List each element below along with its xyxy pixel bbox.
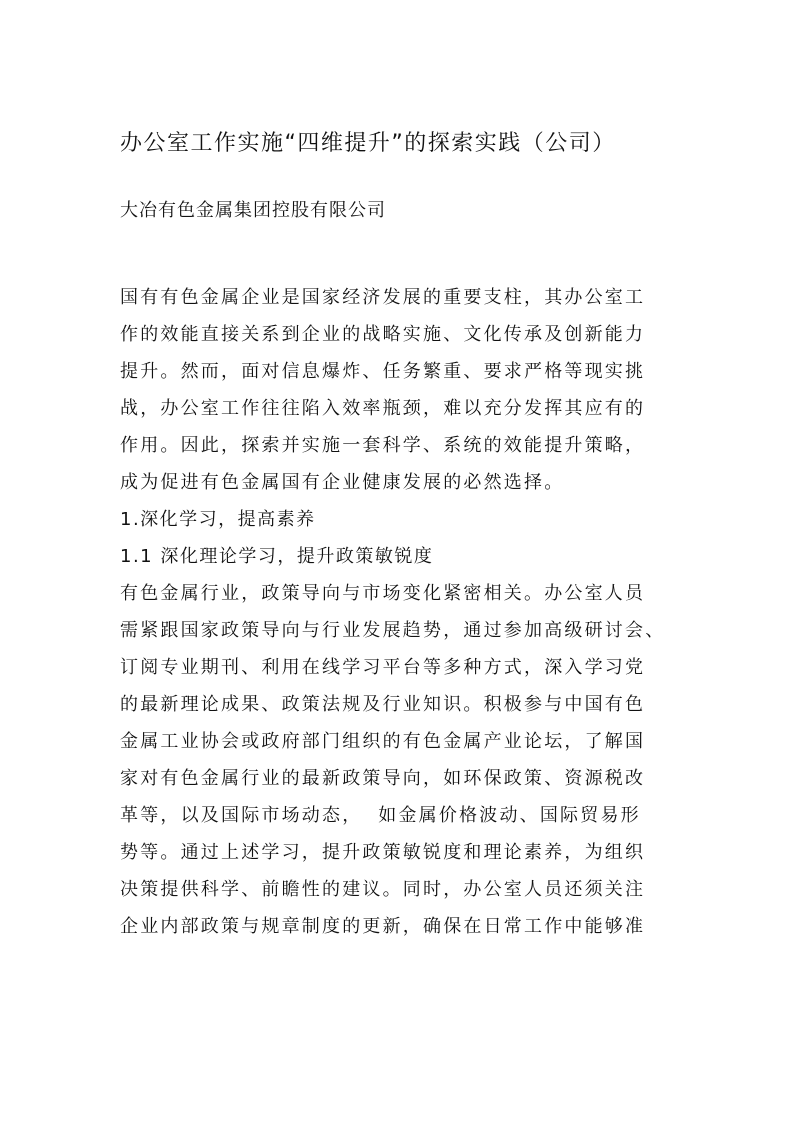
body-line: 家对有色金属行业的最新政策导向，如环保政策、资源税改 — [120, 768, 646, 789]
organization-name: 大冶有色金属集团控股有限公司 — [120, 200, 386, 221]
body-line: 革等，以及国际市场动态， 如金属价格波动、国际贸易形 — [120, 805, 641, 826]
intro-line: 国有有色金属企业是国家经济发展的重要支柱，其办公室工 — [120, 287, 646, 308]
intro-line: 战，办公室工作往往陷入效率瓶颈，难以充分发挥其应有的 — [120, 398, 646, 419]
body-line: 决策提供科学、前瞻性的建议。同时，办公室人员还须关注 — [120, 879, 646, 900]
body-line: 金属工业协会或政府部门组织的有色金属产业论坛，了解国 — [120, 731, 646, 752]
intro-line: 成为促进有色金属国有企业健康发展的必然选择。 — [120, 472, 565, 493]
intro-line: 提升。然而，面对信息爆炸、任务繁重、要求严格等现实挑 — [120, 361, 646, 382]
intro-line: 作用。因此，探索并实施一套科学、系统的效能提升策略， — [120, 435, 646, 456]
body-line: 有色金属行业，政策导向与市场变化紧密相关。办公室人员 — [120, 583, 646, 604]
body-line: 需紧跟国家政策导向与行业发展趋势，通过参加高级研讨会、 — [120, 620, 666, 641]
document-title: 办公室工作实施“四维提升”的探索实践（公司） — [120, 131, 616, 156]
section-heading: 1.深化学习，提高素养 — [120, 509, 316, 530]
body-line: 企业内部政策与规章制度的更新，确保在日常工作中能够准 — [120, 916, 646, 937]
intro-line: 作的效能直接关系到企业的战略实施、文化传承及创新能力 — [120, 324, 646, 345]
body-line: 订阅专业期刊、利用在线学习平台等多种方式，深入学习党 — [120, 657, 646, 678]
subsection-heading: 1.1 深化理论学习，提升政策敏锐度 — [120, 546, 434, 567]
body-line: 势等。通过上述学习，提升政策敏锐度和理论素养，为组织 — [120, 842, 646, 863]
body-line: 的最新理论成果、政策法规及行业知识。积极参与中国有色 — [120, 694, 646, 715]
